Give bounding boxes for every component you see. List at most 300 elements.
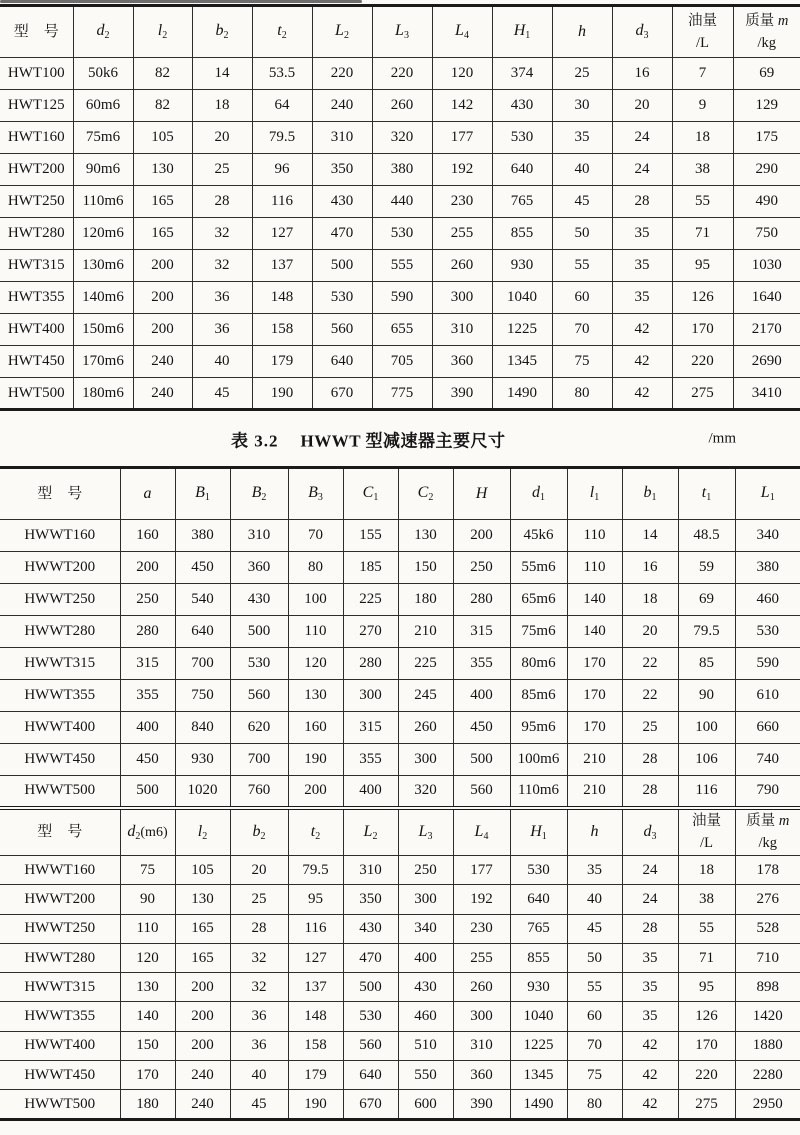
value-cell: 130: [398, 520, 453, 552]
value-cell: 150: [398, 552, 453, 584]
value-cell: 45: [192, 378, 252, 410]
table-row: [0, 90, 800, 122]
header-cell: $L_3$: [398, 808, 453, 856]
value-cell: 380: [175, 520, 230, 552]
scan-artifact: [0, 0, 362, 3]
value-cell: 380: [372, 154, 432, 186]
value-cell: 18: [672, 122, 733, 154]
model-cell: HWWT355: [0, 680, 120, 712]
value-cell: 390: [432, 378, 492, 410]
value-cell: 560: [453, 776, 510, 808]
value-cell: 930: [175, 744, 230, 776]
value-cell: 64: [252, 90, 312, 122]
model-cell: HWWT400: [0, 712, 120, 744]
value-cell: 30: [552, 90, 612, 122]
model-cell: HWWT280: [0, 616, 120, 648]
value-cell: 610: [735, 680, 800, 712]
value-cell: 340: [398, 914, 453, 943]
value-cell: 20: [622, 616, 678, 648]
value-cell: 45: [230, 1090, 288, 1119]
value-cell: 35: [622, 943, 678, 972]
hwwt-dimensions-table: [0, 466, 800, 1121]
table-row: [0, 744, 800, 776]
value-cell: 90: [678, 680, 735, 712]
value-cell: 158: [252, 314, 312, 346]
table-row: [0, 943, 800, 972]
model-cell: HWT280: [0, 218, 73, 250]
value-cell: 110: [567, 552, 622, 584]
value-cell: 35: [622, 973, 678, 1002]
value-cell: 55: [672, 186, 733, 218]
table-row: [0, 282, 800, 314]
value-cell: 220: [672, 346, 733, 378]
table-caption: [0, 411, 800, 466]
value-cell: 430: [398, 973, 453, 1002]
value-cell: 340: [735, 520, 800, 552]
model-cell: HWT400: [0, 314, 73, 346]
value-cell: 530: [510, 856, 567, 885]
header-cell: H: [453, 468, 510, 520]
header-cell: $b_1$: [622, 468, 678, 520]
value-cell: 670: [312, 378, 372, 410]
value-cell: 110: [288, 616, 343, 648]
value-cell: 590: [735, 648, 800, 680]
value-cell: 170: [120, 1061, 175, 1090]
model-cell: HWWT500: [0, 1090, 120, 1119]
value-cell: 930: [492, 250, 552, 282]
value-cell: 930: [510, 973, 567, 1002]
value-cell: 36: [230, 1031, 288, 1060]
value-cell: 35: [612, 250, 672, 282]
value-cell: 250: [453, 552, 510, 584]
value-cell: 75m6: [73, 122, 133, 154]
value-cell: 116: [288, 914, 343, 943]
value-cell: 140: [567, 616, 622, 648]
value-cell: 140: [120, 1002, 175, 1031]
value-cell: 530: [735, 616, 800, 648]
value-cell: 71: [678, 943, 735, 972]
value-cell: 155: [343, 520, 398, 552]
value-cell: 110: [120, 914, 175, 943]
value-cell: 280: [343, 648, 398, 680]
value-cell: 18: [678, 856, 735, 885]
value-cell: 260: [432, 250, 492, 282]
value-cell: 32: [192, 218, 252, 250]
value-cell: 95: [288, 885, 343, 914]
value-cell: 600: [398, 1090, 453, 1119]
value-cell: 36: [230, 1002, 288, 1031]
table-row: [0, 584, 800, 616]
value-cell: 640: [510, 885, 567, 914]
table-row: [0, 648, 800, 680]
table-row: [0, 1031, 800, 1060]
value-cell: 1345: [492, 346, 552, 378]
value-cell: 450: [120, 744, 175, 776]
caption-text: [231, 426, 506, 451]
value-cell: 470: [343, 943, 398, 972]
value-cell: 275: [678, 1090, 735, 1119]
value-cell: 750: [733, 218, 800, 250]
value-cell: 225: [398, 648, 453, 680]
value-cell: 500: [343, 973, 398, 1002]
value-cell: 260: [453, 973, 510, 1002]
header-cell: h: [552, 6, 612, 58]
value-cell: 170: [567, 712, 622, 744]
value-cell: 280: [120, 616, 175, 648]
value-cell: 140: [567, 584, 622, 616]
value-cell: 640: [343, 1061, 398, 1090]
value-cell: 555: [372, 250, 432, 282]
value-cell: 25: [230, 885, 288, 914]
value-cell: 137: [288, 973, 343, 1002]
value-cell: 640: [312, 346, 372, 378]
value-cell: 24: [622, 885, 678, 914]
table-number: 表 3.2: [231, 431, 279, 450]
value-cell: 1225: [510, 1031, 567, 1060]
value-cell: 80: [552, 378, 612, 410]
value-cell: 180: [398, 584, 453, 616]
value-cell: 855: [492, 218, 552, 250]
value-cell: 290: [733, 154, 800, 186]
value-cell: 790: [735, 776, 800, 808]
value-cell: 60m6: [73, 90, 133, 122]
model-cell: HWWT160: [0, 856, 120, 885]
value-cell: 95m6: [510, 712, 567, 744]
value-cell: 355: [453, 648, 510, 680]
value-cell: 528: [735, 914, 800, 943]
value-cell: 42: [612, 378, 672, 410]
model-cell: HWWT315: [0, 973, 120, 1002]
value-cell: 350: [343, 885, 398, 914]
value-cell: 165: [133, 218, 192, 250]
value-cell: 142: [432, 90, 492, 122]
model-cell: HWWT250: [0, 584, 120, 616]
value-cell: 740: [735, 744, 800, 776]
value-cell: 100m6: [510, 744, 567, 776]
value-cell: 79.5: [288, 856, 343, 885]
header-cell: 油量 /L: [678, 808, 735, 856]
value-cell: 255: [432, 218, 492, 250]
value-cell: 190: [288, 1090, 343, 1119]
value-cell: 45: [567, 914, 622, 943]
table-row: [0, 776, 800, 808]
value-cell: 150m6: [73, 314, 133, 346]
value-cell: 200: [175, 1031, 230, 1060]
value-cell: 210: [567, 744, 622, 776]
value-cell: 110: [567, 520, 622, 552]
header-cell: $l_2$: [175, 808, 230, 856]
value-cell: 75m6: [510, 616, 567, 648]
value-cell: 530: [372, 218, 432, 250]
value-cell: 69: [678, 584, 735, 616]
value-cell: 170: [672, 314, 733, 346]
value-cell: 105: [133, 122, 192, 154]
value-cell: 1020: [175, 776, 230, 808]
value-cell: 20: [230, 856, 288, 885]
table-row: [0, 885, 800, 914]
value-cell: 310: [432, 314, 492, 346]
value-cell: 20: [192, 122, 252, 154]
value-cell: 530: [492, 122, 552, 154]
value-cell: 35: [612, 282, 672, 314]
value-cell: 28: [622, 776, 678, 808]
value-cell: 705: [372, 346, 432, 378]
header-cell: $C_2$: [398, 468, 453, 520]
value-cell: 700: [230, 744, 288, 776]
value-cell: 150: [120, 1031, 175, 1060]
value-cell: 95: [672, 250, 733, 282]
value-cell: 16: [612, 58, 672, 90]
value-cell: 170m6: [73, 346, 133, 378]
value-cell: 177: [453, 856, 510, 885]
header-cell: $H_1$: [510, 808, 567, 856]
value-cell: 75: [120, 856, 175, 885]
value-cell: 1490: [510, 1090, 567, 1119]
value-cell: 38: [678, 885, 735, 914]
value-cell: 1345: [510, 1061, 567, 1090]
value-cell: 45k6: [510, 520, 567, 552]
value-cell: 400: [120, 712, 175, 744]
value-cell: 192: [432, 154, 492, 186]
header-cell: $B_1$: [175, 468, 230, 520]
value-cell: 200: [133, 282, 192, 314]
value-cell: 28: [622, 744, 678, 776]
value-cell: 640: [175, 616, 230, 648]
value-cell: 670: [343, 1090, 398, 1119]
value-cell: 40: [230, 1061, 288, 1090]
value-cell: 179: [288, 1061, 343, 1090]
value-cell: 160: [120, 520, 175, 552]
value-cell: 79.5: [252, 122, 312, 154]
value-cell: 24: [612, 122, 672, 154]
table-row: [0, 914, 800, 943]
value-cell: 70: [567, 1031, 622, 1060]
value-cell: 300: [398, 885, 453, 914]
header-cell: $d_2$: [73, 6, 133, 58]
value-cell: 148: [288, 1002, 343, 1031]
model-cell: HWWT250: [0, 914, 120, 943]
value-cell: 42: [612, 314, 672, 346]
value-cell: 40: [192, 346, 252, 378]
value-cell: 148: [252, 282, 312, 314]
value-cell: 22: [622, 680, 678, 712]
value-cell: 32: [230, 943, 288, 972]
value-cell: 55: [567, 973, 622, 1002]
value-cell: 1490: [492, 378, 552, 410]
value-cell: 165: [175, 943, 230, 972]
table-row: [0, 520, 800, 552]
value-cell: 82: [133, 58, 192, 90]
table-row: [0, 973, 800, 1002]
value-cell: 315: [120, 648, 175, 680]
value-cell: 180m6: [73, 378, 133, 410]
table-row: [0, 378, 800, 410]
value-cell: 230: [453, 914, 510, 943]
value-cell: 158: [288, 1031, 343, 1060]
value-cell: 69: [733, 58, 800, 90]
value-cell: 220: [372, 58, 432, 90]
value-cell: 178: [735, 856, 800, 885]
header-cell: $b_2$: [230, 808, 288, 856]
value-cell: 200: [133, 314, 192, 346]
value-cell: 116: [252, 186, 312, 218]
value-cell: 110m6: [73, 186, 133, 218]
value-cell: 85m6: [510, 680, 567, 712]
value-cell: 140m6: [73, 282, 133, 314]
value-cell: 320: [398, 776, 453, 808]
value-cell: 400: [343, 776, 398, 808]
value-cell: 245: [398, 680, 453, 712]
value-cell: 590: [372, 282, 432, 314]
value-cell: 35: [552, 122, 612, 154]
model-cell: HWWT200: [0, 885, 120, 914]
model-cell: HWWT315: [0, 648, 120, 680]
value-cell: 450: [175, 552, 230, 584]
value-cell: 200: [175, 973, 230, 1002]
value-cell: 2170: [733, 314, 800, 346]
value-cell: 390: [453, 1090, 510, 1119]
table-row: [0, 122, 800, 154]
value-cell: 32: [192, 250, 252, 282]
model-cell: HWT500: [0, 378, 73, 410]
value-cell: 35: [612, 218, 672, 250]
value-cell: 430: [312, 186, 372, 218]
value-cell: 2690: [733, 346, 800, 378]
value-cell: 35: [622, 1002, 678, 1031]
value-cell: 175: [733, 122, 800, 154]
value-cell: 530: [230, 648, 288, 680]
header-cell: 质量 m /kg: [733, 6, 800, 58]
header-cell: $B_3$: [288, 468, 343, 520]
value-cell: 500: [120, 776, 175, 808]
value-cell: 32: [230, 973, 288, 1002]
value-cell: 70: [552, 314, 612, 346]
model-cell: HWT160: [0, 122, 73, 154]
value-cell: 355: [343, 744, 398, 776]
model-cell: HWWT355: [0, 1002, 120, 1031]
value-cell: 2280: [735, 1061, 800, 1090]
value-cell: 320: [372, 122, 432, 154]
value-cell: 240: [133, 378, 192, 410]
value-cell: 200: [120, 552, 175, 584]
value-cell: 165: [175, 914, 230, 943]
header-cell: $H_1$: [492, 6, 552, 58]
value-cell: 855: [510, 943, 567, 972]
header-row: [0, 808, 800, 856]
value-cell: 200: [288, 776, 343, 808]
value-cell: 3410: [733, 378, 800, 410]
value-cell: 7: [672, 58, 733, 90]
model-cell: HWT250: [0, 186, 73, 218]
header-cell: $C_1$: [343, 468, 398, 520]
model-cell: HWT450: [0, 346, 73, 378]
value-cell: 430: [230, 584, 288, 616]
value-cell: 90: [120, 885, 175, 914]
value-cell: 355: [120, 680, 175, 712]
table-row: [0, 552, 800, 584]
value-cell: 75: [567, 1061, 622, 1090]
model-cell: HWWT160: [0, 520, 120, 552]
value-cell: 137: [252, 250, 312, 282]
value-cell: 374: [492, 58, 552, 90]
value-cell: 1420: [735, 1002, 800, 1031]
value-cell: 765: [510, 914, 567, 943]
table-title: HWWT 型减速器主要尺寸: [300, 431, 506, 450]
value-cell: 440: [372, 186, 432, 218]
model-cell: HWT100: [0, 58, 73, 90]
value-cell: 129: [733, 90, 800, 122]
value-cell: 185: [343, 552, 398, 584]
value-cell: 126: [678, 1002, 735, 1031]
model-cell: HWWT200: [0, 552, 120, 584]
value-cell: 750: [175, 680, 230, 712]
header-cell: 油量 /L: [672, 6, 733, 58]
value-cell: 42: [622, 1090, 678, 1119]
table-row: [0, 712, 800, 744]
value-cell: 85: [678, 648, 735, 680]
value-cell: 24: [622, 856, 678, 885]
table-row: [0, 1090, 800, 1119]
model-cell: HWT315: [0, 250, 73, 282]
header-cell: $l_2$: [133, 6, 192, 58]
value-cell: 310: [312, 122, 372, 154]
table-row: [0, 218, 800, 250]
value-cell: 90m6: [73, 154, 133, 186]
value-cell: 127: [288, 943, 343, 972]
value-cell: 550: [398, 1061, 453, 1090]
value-cell: 59: [678, 552, 735, 584]
value-cell: 25: [622, 712, 678, 744]
value-cell: 36: [192, 314, 252, 346]
value-cell: 190: [252, 378, 312, 410]
value-cell: 210: [398, 616, 453, 648]
model-cell: HWWT280: [0, 943, 120, 972]
value-cell: 380: [735, 552, 800, 584]
value-cell: 180: [120, 1090, 175, 1119]
value-cell: 120: [288, 648, 343, 680]
table-row: [0, 314, 800, 346]
value-cell: 898: [735, 973, 800, 1002]
header-cell: 质量 m /kg: [735, 808, 800, 856]
table-row: [0, 346, 800, 378]
value-cell: 110m6: [510, 776, 567, 808]
value-cell: 28: [612, 186, 672, 218]
header-cell: $d_3$: [612, 6, 672, 58]
value-cell: 310: [453, 1031, 510, 1060]
value-cell: 28: [230, 914, 288, 943]
value-cell: 655: [372, 314, 432, 346]
value-cell: 16: [622, 552, 678, 584]
header-cell: $L_2$: [312, 6, 372, 58]
value-cell: 460: [398, 1002, 453, 1031]
value-cell: 1040: [492, 282, 552, 314]
value-cell: 240: [133, 346, 192, 378]
value-cell: 400: [398, 943, 453, 972]
header-cell: $d_2(m6)$: [120, 808, 175, 856]
value-cell: 126: [672, 282, 733, 314]
value-cell: 2950: [735, 1090, 800, 1119]
value-cell: 460: [735, 584, 800, 616]
model-cell: HWWT450: [0, 1061, 120, 1090]
value-cell: 120: [120, 943, 175, 972]
header-cell: 型 号: [0, 468, 120, 520]
value-cell: 276: [735, 885, 800, 914]
value-cell: 620: [230, 712, 288, 744]
value-cell: 300: [432, 282, 492, 314]
table-row: [0, 186, 800, 218]
value-cell: 130: [133, 154, 192, 186]
table-row: [0, 680, 800, 712]
